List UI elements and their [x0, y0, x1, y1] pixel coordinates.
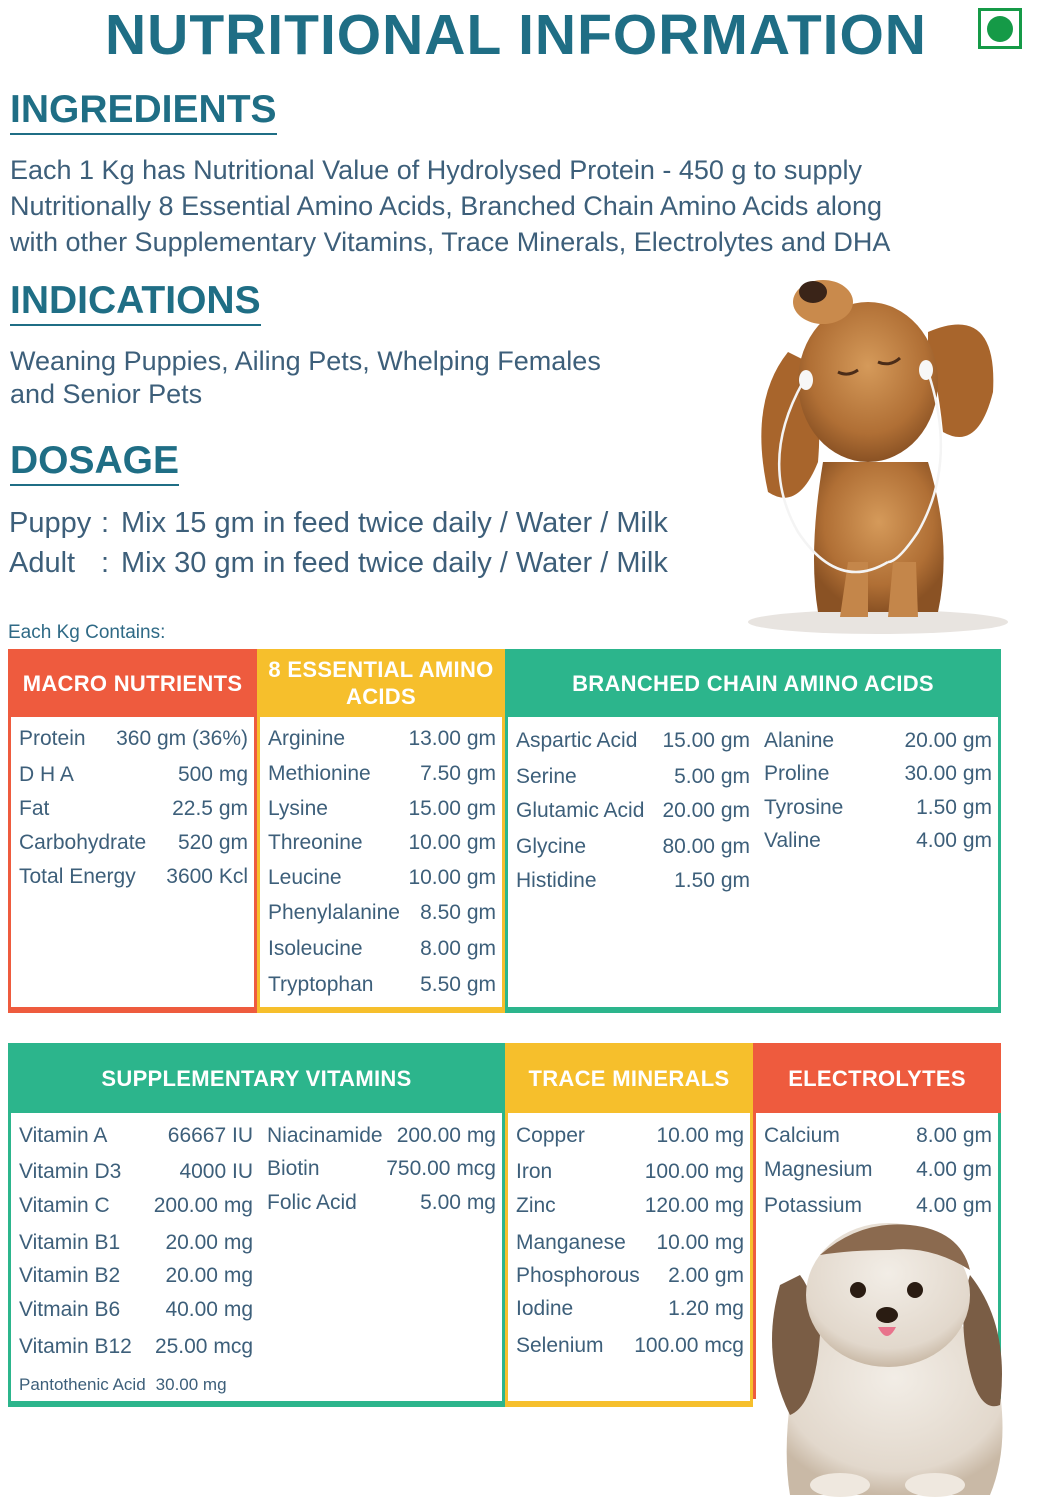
nutrient-name: Selenium [516, 1334, 604, 1357]
nutrient-value: 2.00 gm [668, 1264, 744, 1287]
dosage-label: Puppy [9, 507, 92, 539]
nutrient-value: 66667 IU [167, 1124, 253, 1147]
nutrient-value: 15.00 gm [408, 797, 496, 820]
table-row [756, 1158, 998, 1182]
table-row [756, 796, 998, 820]
nutrient-name: Aspartic Acid [516, 729, 638, 752]
nutrient-value: 13.00 gm [408, 727, 496, 750]
macro-nutrients-header: MACRO NUTRIENTS [8, 649, 257, 717]
havanese-dog-image [760, 1215, 1040, 1500]
nutrient-name: Phosphorous [516, 1264, 640, 1287]
nutrient-value: 1.20 mg [668, 1297, 744, 1320]
nutrient-value: 100.00 mg [644, 1160, 744, 1183]
nutrient-value: 25.00 mcg [154, 1335, 253, 1358]
trace-minerals-column [505, 1043, 753, 1407]
nutrient-name: Tryptophan [268, 973, 374, 996]
nutrient-value: 8.00 gm [916, 1124, 992, 1147]
nutrient-value: 750.00 mcg [386, 1157, 496, 1180]
indications-line: Weaning Puppies, Ailing Pets, Whelping Females [10, 346, 601, 376]
nutrient-value: 120.00 mg [644, 1194, 744, 1217]
table-row [508, 729, 756, 753]
table-row [11, 865, 254, 889]
ingredients-heading: INGREDIENTS [10, 90, 277, 135]
table-row [11, 831, 254, 855]
nutrient-value: 10.00 mg [656, 1124, 744, 1147]
nutrient-value: 520 gm [177, 831, 248, 854]
nutrient-name: Fat [19, 797, 50, 820]
nutrient-value: 4.00 gm [916, 1158, 992, 1181]
nutrient-name: Protein [19, 727, 86, 750]
table-row [11, 797, 254, 821]
nutrient-value: 360 gm (36%) [116, 727, 248, 750]
nutrient-name: Histidine [516, 869, 597, 892]
nutrient-value: 20.00 mg [165, 1264, 253, 1287]
dosage-colon: : [101, 547, 110, 579]
nutrient-name: Copper [516, 1124, 585, 1147]
table-row [11, 1335, 259, 1359]
table-row [508, 869, 756, 893]
nutrient-name: Valine [764, 829, 821, 852]
dosage-heading: DOSAGE [10, 441, 179, 486]
trace-minerals-body [505, 1113, 753, 1401]
table-row [11, 1298, 259, 1322]
nutrient-value: 20.00 mg [165, 1231, 253, 1254]
nutrient-name: Vitmain B6 [19, 1298, 121, 1321]
table-row [756, 729, 998, 753]
nutrient-name: Serine [516, 765, 577, 788]
table-row [508, 799, 756, 823]
nutrient-value: 100.00 mcg [634, 1334, 744, 1357]
nutrient-value: 200.00 mg [153, 1194, 253, 1217]
table-row [508, 1194, 750, 1218]
nutrient-value: 30.00 mg [155, 1375, 227, 1394]
nutrient-name: Glutamic Acid [516, 799, 645, 822]
page-title: NUTRITIONAL INFORMATION [105, 3, 927, 67]
nutrient-name: Arginine [268, 727, 346, 750]
nutrient-value: 500 mg [177, 763, 248, 786]
supplementary-vitamins-body [8, 1113, 505, 1401]
nutrient-value: 30.00 gm [904, 762, 992, 785]
nutrient-value: 4.00 gm [916, 1194, 992, 1217]
table-row [259, 1157, 502, 1181]
trace-minerals-header: TRACE MINERALS [505, 1043, 753, 1113]
macro-nutrients-body [8, 717, 257, 1007]
essential-amino-acids-body [257, 717, 505, 1007]
nutrient-name: Lysine [268, 797, 328, 820]
dosage-instruction: Mix 30 gm in feed twice daily / Water / Milk [121, 547, 668, 579]
nutrient-name: D H A [19, 763, 74, 786]
nutrient-name: Glycine [516, 835, 587, 858]
nutrient-name: Iron [516, 1160, 553, 1183]
table-row [260, 797, 502, 821]
nutrient-value: 3600 Kcl [166, 865, 248, 888]
nutrient-name: Phenylalanine [268, 901, 400, 924]
indications-text [10, 345, 601, 411]
essential-amino-acids-header: 8 ESSENTIAL AMINO ACIDS [257, 649, 505, 717]
table-row [508, 1160, 750, 1184]
table-row [508, 1264, 750, 1288]
table-row [260, 831, 502, 855]
nutrient-value: 10.00 mg [656, 1231, 744, 1254]
table-row [508, 1297, 750, 1321]
essential-amino-acids-column [257, 649, 505, 1013]
nutrient-value: 200.00 mg [396, 1124, 496, 1147]
table-row [260, 866, 502, 890]
table-row [508, 1124, 750, 1148]
nutrient-value: 10.00 gm [408, 831, 496, 854]
table-row [11, 1231, 259, 1255]
nutrient-value: 1.50 gm [674, 869, 750, 892]
table-row [756, 1124, 998, 1148]
nutrient-name: Methionine [268, 762, 371, 785]
nutrient-value: 20.00 gm [662, 799, 750, 822]
nutrient-name: Vitamin B12 [19, 1335, 132, 1358]
nutrient-value: 80.00 gm [662, 835, 750, 858]
nutrient-name: Leucine [268, 866, 342, 889]
nutrient-value: 5.00 mg [420, 1191, 496, 1214]
table-row [11, 1124, 259, 1148]
table-row [508, 1334, 750, 1358]
nutrient-name: Biotin [267, 1157, 320, 1180]
nutrient-value: 22.5 gm [172, 797, 248, 820]
each-kg-label: Each Kg Contains: [8, 622, 166, 643]
table-row [259, 1191, 502, 1215]
branched-chain-amino-acids-header: BRANCHED CHAIN AMINO ACIDS [505, 649, 1001, 717]
nutrient-value: 8.00 gm [420, 937, 496, 960]
nutrient-name: Folic Acid [267, 1191, 357, 1214]
nutrient-name: Iodine [516, 1297, 574, 1320]
nutrient-name: Potassium [764, 1194, 863, 1217]
nutrient-name: Proline [764, 762, 830, 785]
supplementary-vitamins-column [8, 1043, 505, 1407]
puppy-with-headphones-image [728, 262, 1018, 637]
table-row [260, 901, 502, 925]
table-row [508, 765, 756, 789]
nutrient-name: Total Energy [19, 865, 136, 888]
indications-heading: INDICATIONS [10, 281, 261, 326]
table-row [11, 1264, 259, 1288]
column-footer [505, 1401, 753, 1407]
dosage-colon: : [101, 507, 110, 539]
dosage-instruction: Mix 15 gm in feed twice daily / Water / Milk [121, 507, 668, 539]
nutrient-value: 15.00 gm [662, 729, 750, 752]
macro-nutrients-column [8, 649, 257, 1013]
nutrient-name: Alanine [764, 729, 835, 752]
table-row [756, 762, 998, 786]
ingredients-line: Each 1 Kg has Nutritional Value of Hydrolysed Protein - 450 g to supply [10, 155, 862, 185]
table-row [11, 1160, 259, 1184]
table-row [260, 727, 502, 751]
nutrient-value: 5.00 gm [674, 765, 750, 788]
veg-symbol-icon [978, 8, 1022, 49]
column-footer [505, 1007, 1001, 1013]
table-row [11, 727, 254, 751]
indications-line: and Senior Pets [10, 379, 203, 409]
ingredients-line: with other Supplementary Vitamins, Trace Minerals, Electrolytes and DHA [10, 227, 891, 257]
table-row [260, 937, 502, 961]
nutrient-name: Vitamin B2 [19, 1264, 121, 1287]
nutrient-value: 20.00 gm [904, 729, 992, 752]
ingredients-text [10, 152, 890, 260]
supplementary-vitamins-header: SUPPLEMENTARY VITAMINS [8, 1043, 505, 1113]
column-footer [8, 1007, 257, 1013]
nutrient-value: 7.50 gm [420, 762, 496, 785]
nutrient-name: Zinc [516, 1194, 556, 1217]
table-row [508, 835, 756, 859]
nutrient-name: Vitamin C [19, 1194, 110, 1217]
nutrient-name: Manganese [516, 1231, 626, 1254]
table-row [756, 829, 998, 853]
table-row [260, 762, 502, 786]
table-row [259, 1124, 502, 1148]
nutrient-value: 1.50 gm [916, 796, 992, 819]
nutrient-name: Tyrosine [764, 796, 844, 819]
nutrient-name: Vitamin D3 [19, 1160, 122, 1183]
nutrient-name: Threonine [268, 831, 363, 854]
nutrient-value: 10.00 gm [408, 866, 496, 889]
nutrient-name: Vitamin B1 [19, 1231, 121, 1254]
nutrient-value: 4000 IU [179, 1160, 253, 1183]
nutrient-name: Isoleucine [268, 937, 363, 960]
table-row [508, 1231, 750, 1255]
nutrient-table-1 [8, 649, 1001, 1013]
table-row [11, 1194, 259, 1218]
table-row [11, 763, 254, 787]
nutrient-value: 8.50 gm [420, 901, 496, 924]
table-row [260, 973, 502, 997]
column-footer [257, 1007, 505, 1013]
electrolytes-header: ELECTROLYTES [753, 1043, 1001, 1113]
dosage-label: Adult [9, 547, 76, 579]
dosage-row-puppy [9, 503, 668, 543]
table-row [11, 1375, 259, 1395]
ingredients-line: Nutritionally 8 Essential Amino Acids, Branched Chain Amino Acids along [10, 191, 882, 221]
nutrient-name: Niacinamide [267, 1124, 383, 1147]
nutrient-value: 4.00 gm [916, 829, 992, 852]
dosage-row-adult [9, 543, 668, 583]
nutrient-name: Pantothenic Acid [19, 1375, 146, 1394]
dosage-text [9, 503, 668, 583]
nutrient-value: 5.50 gm [420, 973, 496, 996]
nutrient-name: Calcium [764, 1124, 840, 1147]
nutrient-name: Vitamin A [19, 1124, 108, 1147]
nutrient-value: 40.00 mg [165, 1298, 253, 1321]
nutrient-name: Magnesium [764, 1158, 873, 1181]
branched-chain-amino-acids-body [505, 717, 1001, 1007]
nutrient-name: Carbohydrate [19, 831, 147, 854]
column-footer [8, 1401, 505, 1407]
branched-chain-amino-acids-column [505, 649, 1001, 1013]
